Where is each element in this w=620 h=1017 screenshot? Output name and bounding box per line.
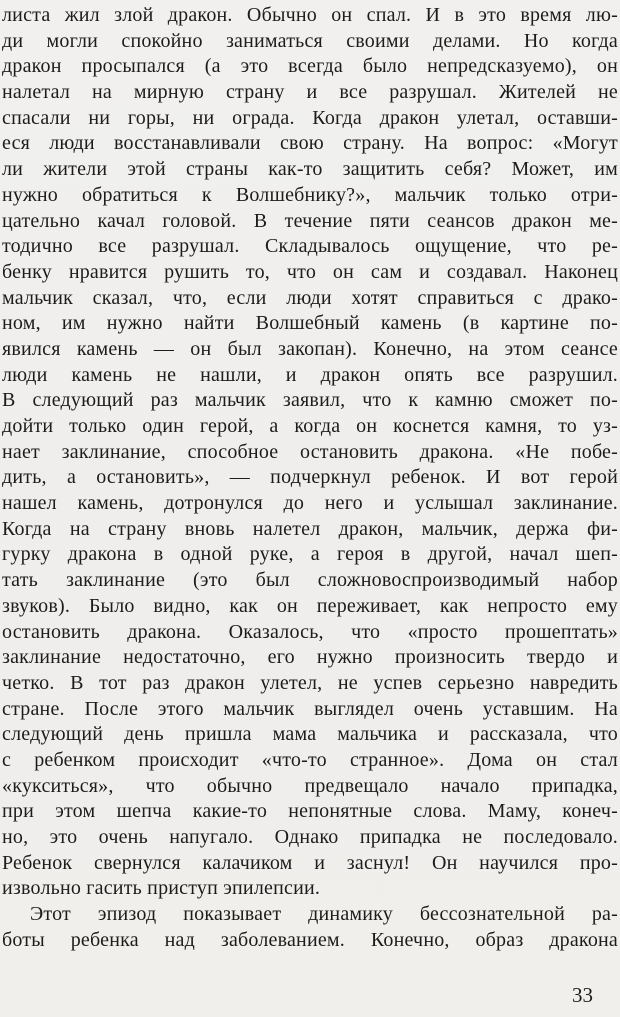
text-line: нает заклинание, способное остановить дракона. «Не побе-	[2, 440, 618, 463]
text-line: явился камень — он был закопан). Конечно, на этом сеансе	[2, 337, 618, 360]
text-line: спасали ни горы, ни ограда. Когда дракон улетал, оставши-	[2, 106, 618, 129]
text-line: Этот эпизод показывает динамику бессознательной ра-	[30, 903, 618, 926]
text-line: извольно гасить приступ эпилепсии.	[2, 877, 321, 900]
text-line: Когда на страну вновь налетел дракон, мальчик, держа фи-	[2, 517, 618, 540]
text-line: четко. В тот раз дракон улетел, не успев серьезно навредить	[2, 671, 618, 694]
text-line: остановить дракона. Оказалось, что «просто прошептать»	[2, 620, 618, 643]
text-line: следующий день пришла мама мальчика и рассказала, что	[2, 723, 618, 746]
text-line: дить, а остановить», — подчеркнул ребенок. И вот герой	[2, 466, 618, 489]
page-text	[2, 3, 618, 953]
text-line: налетал на мирную страну и все разрушал. Жителей не	[2, 81, 618, 104]
text-line: стране. После этого мальчик выглядел очень уставшим. На	[2, 697, 618, 720]
text-line: ли жители этой страны как-то защитить себя? Может, им	[2, 158, 618, 181]
text-line: боты ребенка над заболеванием. Конечно, образ дракона	[2, 928, 618, 951]
text-line: люди камень не нашли, и дракон опять все разрушил.	[2, 363, 618, 386]
text-line: ди могли спокойно заниматься своими делами. Но когда	[2, 29, 618, 52]
text-line: тодично все разрушал. Складывалось ощущение, что ре-	[2, 235, 618, 258]
text-line: В следующий раз мальчик заявил, что к камню сможет по-	[2, 389, 618, 412]
text-line: тать заклинание (это был сложновоспроизводимый набор	[2, 569, 618, 592]
text-line: заклинание недостаточно, его нужно произносить твердо и	[2, 646, 618, 669]
page-number: 33	[572, 983, 593, 1007]
text-line: звуков). Было видно, как он переживает, как непросто ему	[2, 594, 618, 617]
text-line: мальчик сказал, что, если люди хотят справиться с драко-	[2, 286, 618, 309]
text-line: дракон просыпался (а это всегда было непредсказуемо), он	[2, 55, 618, 78]
text-line: Ребенок свернулся калачиком и заснул! Он научился про-	[2, 851, 618, 874]
text-line: гурку дракона в одной руке, а героя в другой, начал шеп-	[2, 543, 618, 566]
text-line: бенку нравится рушить то, что он сам и создавал. Наконец	[2, 260, 618, 283]
text-line: дойти только один герой, а когда он коснется камня, то уз-	[2, 415, 618, 437]
text-line: цательно качал головой. В течение пяти сеансов дракон ме-	[2, 209, 618, 232]
text-line: при этом шепча какие-то непонятные слова. Маму, конеч-	[2, 800, 618, 823]
text-line: листа жил злой дракон. Обычно он спал. И в это время лю-	[2, 4, 618, 26]
text-line: но, это очень напугало. Однако припадка не последовало.	[2, 826, 618, 848]
text-line: «кукситься», что обычно предвещало начало припадка,	[2, 774, 618, 797]
text-line: ном, им нужно найти Волшебный камень (в картине по-	[2, 312, 618, 335]
text-line: нужно обратиться к Волшебнику?», мальчик только отри-	[2, 183, 618, 206]
text-line: еся люди восстанавливали свою страну. На вопрос: «Могут	[2, 132, 618, 155]
text-line: с ребенком происходит «что-то странное». Дома он стал	[2, 748, 618, 771]
text-line: нашел камень, дотронулся до него и услышал заклинание.	[2, 492, 618, 515]
